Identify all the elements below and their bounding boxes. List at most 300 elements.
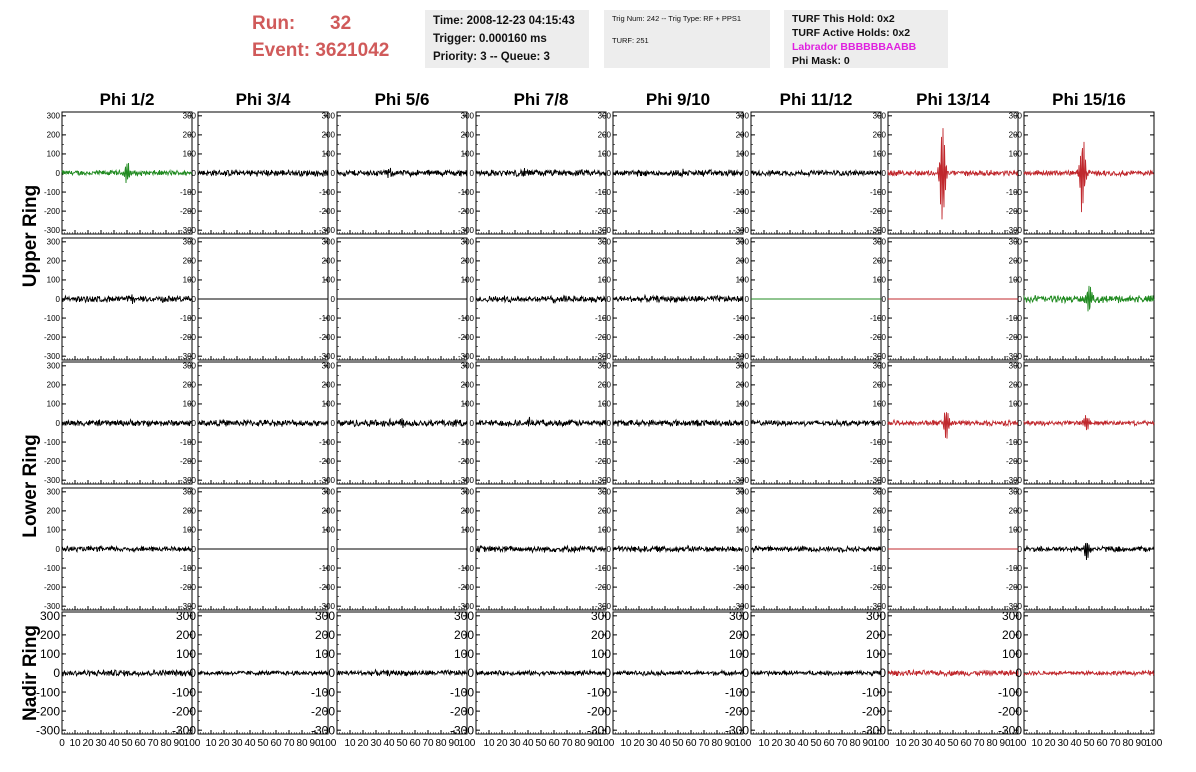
y-tick-label: 100 — [597, 525, 611, 535]
y-tick-label: -200 — [179, 332, 196, 342]
waveform-trace — [1024, 415, 1154, 430]
x-tick-label: 40 — [659, 738, 671, 749]
y-tick-label: 100 — [182, 399, 196, 409]
y-tick-label: 300 — [735, 361, 749, 371]
waveform-trace — [751, 420, 881, 426]
y-tick-label: 300 — [1001, 609, 1022, 624]
y-tick-label: -100 — [869, 437, 886, 447]
x-tick-label: 10 — [1031, 738, 1043, 749]
y-tick-label: 300 — [453, 609, 474, 624]
y-tick-label: 200 — [872, 506, 886, 516]
x-tick-label: 80 — [574, 738, 586, 749]
y-tick-label: 200 — [1008, 256, 1022, 266]
y-tick-label: -100 — [869, 563, 886, 573]
y-tick-label: 200 — [321, 256, 335, 266]
y-tick-label: 200 — [182, 130, 196, 140]
y-tick-label: -100 — [318, 187, 335, 197]
waveform-trace — [476, 168, 606, 176]
y-tick-label: 0 — [191, 544, 196, 554]
x-tick-label: 80 — [160, 738, 172, 749]
y-tick-label: 100 — [597, 275, 611, 285]
y-tick-label: -200 — [732, 456, 749, 466]
y-tick-label: -100 — [732, 437, 749, 447]
y-tick-label: 0 — [1017, 168, 1022, 178]
y-tick-label: 100 — [46, 149, 60, 159]
y-tick-label: 300 — [597, 361, 611, 371]
waveform-trace — [751, 546, 881, 552]
y-tick-label: 100 — [321, 399, 335, 409]
waveform-trace — [337, 418, 467, 428]
y-tick-label: 300 — [872, 487, 886, 497]
y-tick-label: 0 — [469, 168, 474, 178]
y-tick-label: -300 — [43, 601, 60, 611]
x-tick-label: 40 — [797, 738, 809, 749]
y-tick-label: 0 — [879, 666, 886, 681]
y-tick-label: -200 — [179, 582, 196, 592]
y-tick-label: -100 — [35, 685, 60, 700]
y-tick-label: -200 — [318, 206, 335, 216]
y-tick-label: -300 — [179, 225, 196, 235]
y-tick-label: -200 — [318, 582, 335, 592]
y-tick-label: -100 — [449, 685, 474, 700]
y-tick-label: -300 — [457, 225, 474, 235]
y-tick-label: 0 — [606, 418, 611, 428]
y-tick-label: 200 — [182, 380, 196, 390]
y-tick-label: -200 — [171, 704, 196, 719]
y-tick-label: 200 — [321, 506, 335, 516]
column-header: Phi 13/14 — [916, 90, 990, 109]
y-tick-label: 0 — [55, 544, 60, 554]
turf-hold-text: TURF This Hold: 0x2 — [792, 13, 895, 25]
y-tick-label: 200 — [728, 628, 749, 643]
y-tick-label: 200 — [1008, 506, 1022, 516]
y-tick-label: -100 — [179, 313, 196, 323]
y-tick-label: 300 — [321, 237, 335, 247]
x-tick-label: 100 — [458, 738, 476, 749]
y-tick-label: -300 — [869, 601, 886, 611]
y-tick-label: 300 — [728, 609, 749, 624]
x-tick-label: 90 — [1135, 738, 1147, 749]
y-tick-label: 200 — [735, 256, 749, 266]
y-tick-label: -300 — [594, 351, 611, 361]
y-tick-label: 100 — [1008, 525, 1022, 535]
y-tick-label: -200 — [594, 456, 611, 466]
y-tick-label: 0 — [606, 544, 611, 554]
y-tick-label: 200 — [175, 628, 196, 643]
x-tick-label: 70 — [973, 738, 985, 749]
column-header: Phi 15/16 — [1052, 90, 1126, 109]
y-tick-label: 0 — [467, 666, 474, 681]
y-tick-label: 200 — [46, 130, 60, 140]
waveform-trace — [476, 546, 606, 553]
waveform-trace — [476, 670, 606, 675]
y-tick-label: -100 — [318, 437, 335, 447]
x-tick-label: 60 — [409, 738, 421, 749]
y-tick-label: 300 — [872, 111, 886, 121]
y-tick-label: 200 — [597, 506, 611, 516]
x-tick-label: 30 — [370, 738, 382, 749]
y-tick-label: 100 — [460, 525, 474, 535]
y-tick-label: -100 — [869, 313, 886, 323]
y-tick-label: -300 — [1005, 475, 1022, 485]
waveform-trace — [751, 671, 881, 676]
y-tick-label: -200 — [732, 206, 749, 216]
y-tick-label: 300 — [1008, 361, 1022, 371]
x-tick-label: 20 — [218, 738, 230, 749]
y-tick-label: 0 — [330, 294, 335, 304]
x-tick-label: 20 — [908, 738, 920, 749]
waveform-trace — [613, 546, 743, 553]
y-tick-label: 100 — [872, 149, 886, 159]
y-tick-label: -200 — [997, 704, 1022, 719]
column-header: Phi 9/10 — [645, 90, 711, 109]
x-tick-label: 80 — [711, 738, 723, 749]
y-tick-label: -100 — [171, 685, 196, 700]
y-tick-label: 100 — [735, 399, 749, 409]
y-tick-label: -100 — [1005, 437, 1022, 447]
x-tick-label: 70 — [283, 738, 295, 749]
waveform-trace — [337, 168, 467, 178]
y-tick-label: -300 — [869, 475, 886, 485]
y-tick-label: -200 — [869, 206, 886, 216]
y-tick-label: 300 — [735, 237, 749, 247]
y-tick-label: -300 — [171, 723, 196, 738]
y-tick-label: -200 — [1005, 206, 1022, 216]
y-tick-label: -200 — [869, 456, 886, 466]
y-tick-label: 100 — [460, 149, 474, 159]
y-tick-label: 200 — [46, 506, 60, 516]
x-tick-label: 60 — [823, 738, 835, 749]
x-tick-label: 60 — [685, 738, 697, 749]
y-tick-label: 300 — [597, 237, 611, 247]
y-tick-label: 100 — [460, 275, 474, 285]
trig-text: Trig Num: 242 -- Trig Type: RF + PPS1 — [612, 14, 742, 23]
y-tick-label: -100 — [43, 437, 60, 447]
y-tick-label: 0 — [469, 418, 474, 428]
y-tick-label: 100 — [1008, 149, 1022, 159]
y-tick-label: 300 — [1008, 237, 1022, 247]
y-tick-label: 100 — [597, 149, 611, 159]
y-tick-label: 0 — [606, 168, 611, 178]
x-tick-label: 70 — [698, 738, 710, 749]
y-tick-label: 100 — [321, 149, 335, 159]
y-tick-label: -100 — [732, 563, 749, 573]
y-tick-label: -100 — [179, 437, 196, 447]
y-tick-label: -300 — [318, 475, 335, 485]
y-tick-label: 300 — [46, 361, 60, 371]
y-tick-label: 100 — [46, 399, 60, 409]
y-tick-label: -200 — [318, 332, 335, 342]
waveform-trace — [62, 420, 192, 427]
y-tick-label: -200 — [869, 582, 886, 592]
column-header: Phi 1/2 — [99, 90, 155, 109]
y-tick-label: 0 — [469, 294, 474, 304]
y-tick-label: 0 — [189, 666, 196, 681]
y-tick-label: 300 — [321, 487, 335, 497]
x-tick-label: 80 — [849, 738, 861, 749]
x-tick-label: 50 — [257, 738, 269, 749]
y-tick-label: 300 — [175, 609, 196, 624]
y-tick-label: -300 — [1005, 601, 1022, 611]
y-tick-label: 300 — [460, 361, 474, 371]
y-tick-label: -200 — [1005, 582, 1022, 592]
y-tick-label: 100 — [1008, 399, 1022, 409]
y-tick-label: -200 — [861, 704, 886, 719]
y-tick-label: -300 — [1005, 351, 1022, 361]
y-tick-label: 300 — [314, 609, 335, 624]
x-tick-label: 30 — [95, 738, 107, 749]
y-tick-label: 200 — [460, 380, 474, 390]
x-tick-label: 90 — [724, 738, 736, 749]
y-tick-label: -100 — [724, 685, 749, 700]
x-tick-label: 30 — [784, 738, 796, 749]
y-tick-label: -300 — [310, 723, 335, 738]
y-tick-label: 100 — [872, 525, 886, 535]
y-tick-label: 200 — [46, 256, 60, 266]
y-tick-label: -200 — [732, 332, 749, 342]
y-tick-label: 300 — [1008, 487, 1022, 497]
y-tick-label: 200 — [597, 256, 611, 266]
y-tick-label: 0 — [328, 666, 335, 681]
y-tick-label: 300 — [182, 487, 196, 497]
y-tick-label: 300 — [597, 487, 611, 497]
ring-label: Nadir Ring — [20, 624, 41, 722]
y-tick-label: 200 — [460, 256, 474, 266]
x-tick-label: 40 — [108, 738, 120, 749]
y-tick-label: -100 — [318, 563, 335, 573]
y-tick-label: 200 — [1001, 628, 1022, 643]
y-tick-label: 200 — [321, 380, 335, 390]
y-tick-label: -100 — [586, 685, 611, 700]
y-tick-label: -300 — [35, 723, 60, 738]
x-tick-label: 10 — [758, 738, 770, 749]
x-tick-label: 60 — [960, 738, 972, 749]
y-tick-label: -300 — [318, 601, 335, 611]
y-tick-label: -300 — [457, 601, 474, 611]
y-tick-label: -300 — [594, 601, 611, 611]
y-tick-label: 300 — [1008, 111, 1022, 121]
waveform-trace — [888, 670, 1018, 676]
y-tick-label: 100 — [175, 647, 196, 662]
y-tick-label: -200 — [35, 704, 60, 719]
x-tick-label: 10 — [69, 738, 81, 749]
event-label: Event: — [252, 40, 311, 61]
x-tick-label: 100 — [597, 738, 615, 749]
y-tick-label: -100 — [179, 563, 196, 573]
y-tick-label: 100 — [872, 399, 886, 409]
x-tick-label: 90 — [999, 738, 1011, 749]
y-tick-label: 300 — [46, 487, 60, 497]
y-tick-label: -100 — [318, 313, 335, 323]
x-tick-label: 30 — [646, 738, 658, 749]
y-tick-label: 100 — [453, 647, 474, 662]
y-tick-label: -300 — [732, 351, 749, 361]
x-tick-label: 60 — [134, 738, 146, 749]
y-tick-label: -200 — [594, 582, 611, 592]
y-tick-label: -300 — [869, 351, 886, 361]
y-tick-label: 300 — [182, 111, 196, 121]
y-tick-label: -300 — [869, 225, 886, 235]
y-tick-label: -300 — [43, 475, 60, 485]
x-tick-label: 90 — [309, 738, 321, 749]
waveform-trace — [476, 417, 606, 427]
trigger-text: Trigger: 0.000160 ms — [433, 33, 547, 45]
y-tick-label: -100 — [732, 187, 749, 197]
y-tick-label: -300 — [457, 351, 474, 361]
y-tick-label: -200 — [179, 456, 196, 466]
column-header: Phi 3/4 — [235, 90, 291, 109]
y-tick-label: -100 — [457, 563, 474, 573]
y-tick-label: 0 — [606, 294, 611, 304]
y-tick-label: 200 — [182, 256, 196, 266]
y-tick-label: -200 — [457, 456, 474, 466]
y-tick-label: -200 — [457, 206, 474, 216]
y-tick-label: 200 — [597, 380, 611, 390]
y-tick-label: 200 — [453, 628, 474, 643]
y-tick-label: 0 — [330, 544, 335, 554]
y-tick-label: 100 — [1008, 275, 1022, 285]
x-tick-label: 10 — [620, 738, 632, 749]
x-tick-label: 40 — [244, 738, 256, 749]
x-tick-label: 80 — [435, 738, 447, 749]
y-tick-label: 200 — [872, 380, 886, 390]
y-tick-label: 0 — [1017, 544, 1022, 554]
y-tick-label: 0 — [53, 666, 60, 681]
column-header: Phi 5/6 — [374, 90, 430, 109]
x-tick-label: 100 — [734, 738, 752, 749]
y-tick-label: -100 — [594, 563, 611, 573]
y-tick-label: -300 — [594, 225, 611, 235]
y-tick-label: 200 — [1008, 380, 1022, 390]
y-tick-label: -300 — [457, 475, 474, 485]
y-tick-label: -200 — [179, 206, 196, 216]
y-tick-label: -100 — [43, 563, 60, 573]
x-tick-label: 80 — [986, 738, 998, 749]
y-tick-label: 300 — [590, 609, 611, 624]
y-tick-label: -100 — [457, 437, 474, 447]
y-tick-label: -300 — [43, 225, 60, 235]
x-tick-label: 40 — [1070, 738, 1082, 749]
waveform-trace — [613, 671, 743, 676]
y-tick-label: -100 — [310, 685, 335, 700]
y-tick-label: 200 — [46, 380, 60, 390]
y-tick-label: 0 — [604, 666, 611, 681]
waveform-trace — [337, 670, 467, 676]
ring-label: Upper Ring — [20, 184, 41, 288]
phi-mask-text: Phi Mask: 0 — [792, 55, 850, 67]
y-tick-label: -200 — [43, 332, 60, 342]
waveform-trace — [62, 546, 192, 552]
y-tick-label: -300 — [732, 475, 749, 485]
y-tick-label: -100 — [594, 313, 611, 323]
y-tick-label: 0 — [881, 418, 886, 428]
waveform-trace — [888, 128, 1018, 219]
waveform-trace — [62, 294, 192, 304]
y-tick-label: 200 — [597, 130, 611, 140]
y-tick-label: -100 — [43, 313, 60, 323]
y-tick-label: -200 — [732, 582, 749, 592]
y-tick-label: -300 — [724, 723, 749, 738]
y-tick-label: 200 — [735, 130, 749, 140]
y-tick-label: 200 — [321, 130, 335, 140]
x-tick-label: 100 — [1009, 738, 1027, 749]
x-tick-label: 60 — [548, 738, 560, 749]
y-tick-label: -300 — [594, 475, 611, 485]
waveform-trace — [751, 170, 881, 176]
waveform-trace — [62, 670, 192, 677]
x-tick-label: 30 — [1057, 738, 1069, 749]
x-tick-label: 100 — [319, 738, 337, 749]
y-tick-label: -100 — [732, 313, 749, 323]
x-tick-label: 10 — [483, 738, 495, 749]
x-tick-label: 40 — [383, 738, 395, 749]
y-tick-label: 200 — [314, 628, 335, 643]
y-tick-label: 0 — [191, 418, 196, 428]
y-tick-label: 300 — [182, 361, 196, 371]
y-tick-label: -200 — [43, 456, 60, 466]
y-tick-label: 300 — [735, 111, 749, 121]
labrador-text: Labrador BBBBBBAABB — [792, 41, 917, 53]
y-tick-label: 200 — [460, 130, 474, 140]
y-tick-label: -300 — [179, 475, 196, 485]
x-tick-label: 20 — [633, 738, 645, 749]
y-tick-label: 100 — [865, 647, 886, 662]
event-value: 3621042 — [315, 40, 390, 61]
y-tick-label: 100 — [735, 275, 749, 285]
y-tick-label: 200 — [39, 628, 60, 643]
x-tick-label: 90 — [448, 738, 460, 749]
waveform-trace — [476, 296, 606, 304]
waveform-trace — [198, 671, 328, 676]
waveform-trace — [62, 163, 192, 183]
y-tick-label: -100 — [861, 685, 886, 700]
x-tick-label: 50 — [1083, 738, 1095, 749]
y-tick-label: -300 — [179, 601, 196, 611]
x-tick-label: 10 — [205, 738, 217, 749]
y-tick-label: 0 — [191, 294, 196, 304]
y-tick-label: 300 — [321, 361, 335, 371]
x-tick-label: 70 — [1109, 738, 1121, 749]
y-tick-label: -300 — [318, 225, 335, 235]
y-tick-label: 300 — [460, 487, 474, 497]
x-tick-label: 0 — [59, 738, 65, 749]
y-tick-label: -100 — [457, 313, 474, 323]
y-tick-label: 100 — [321, 275, 335, 285]
x-tick-label: 60 — [1096, 738, 1108, 749]
turf-active-text: TURF Active Holds: 0x2 — [792, 27, 911, 39]
y-tick-label: 100 — [590, 647, 611, 662]
x-tick-label: 30 — [921, 738, 933, 749]
x-tick-label: 20 — [82, 738, 94, 749]
priority-text: Priority: 3 -- Queue: 3 — [433, 51, 550, 63]
y-tick-label: -200 — [449, 704, 474, 719]
waveform-trace — [198, 420, 328, 427]
x-tick-label: 50 — [396, 738, 408, 749]
y-tick-label: -200 — [457, 582, 474, 592]
y-tick-label: 0 — [744, 418, 749, 428]
x-tick-label: 70 — [836, 738, 848, 749]
y-tick-label: 200 — [182, 506, 196, 516]
y-tick-label: 100 — [314, 647, 335, 662]
y-tick-label: 0 — [881, 168, 886, 178]
y-tick-label: 300 — [182, 237, 196, 247]
y-tick-label: -300 — [586, 723, 611, 738]
column-header: Phi 7/8 — [513, 90, 569, 109]
run-label: Run: — [252, 13, 296, 34]
x-tick-label: 50 — [535, 738, 547, 749]
x-tick-label: 30 — [231, 738, 243, 749]
waveform-trace — [613, 295, 743, 302]
